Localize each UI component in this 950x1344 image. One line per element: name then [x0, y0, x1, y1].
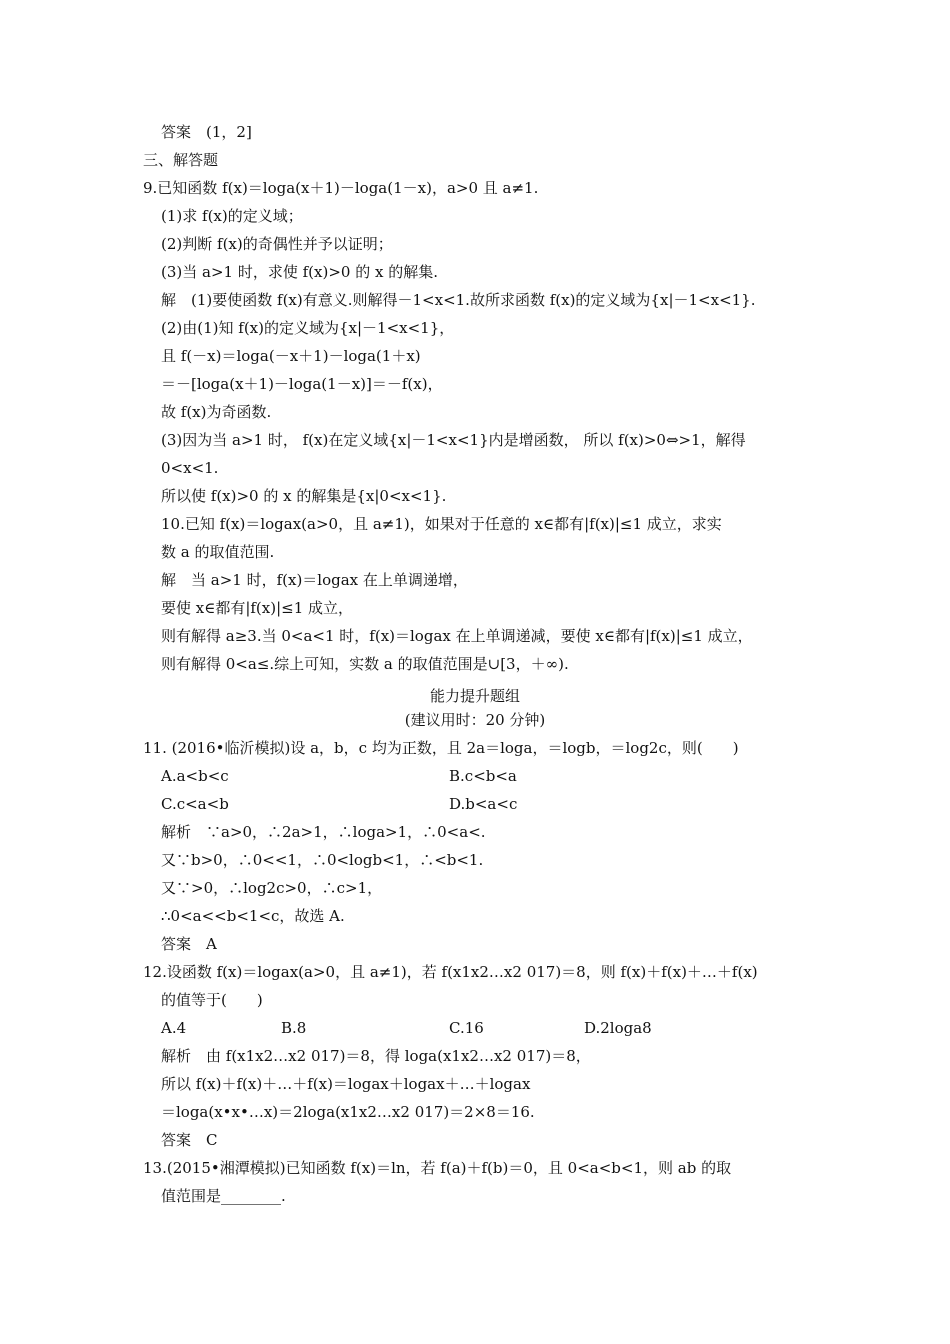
text-line: C.16 [449, 1019, 484, 1037]
text-line: 要使 x∈都有|f(x)|≤1 成立， [161, 599, 354, 617]
text-line: 0<x<1. [161, 459, 219, 477]
text-line: 解 (1)要使函数 f(x)有意义.则解得－1<x<1.故所求函数 f(x)的定义域为{x|－1<x<1}. [161, 291, 756, 309]
text-line: B.8 [281, 1019, 307, 1037]
text-line: 12.设函数 f(x)＝logax(a>0，且 a≠1)，若 f(x1x2…x2 017)＝8，则 f(x)＋f(x)＋…＋f(x) [143, 963, 758, 981]
text-line: C.c<a<b [161, 795, 229, 813]
text-line: (3)因为当 a>1 时， f(x)在定义域{x|－1<x<1}内是增函数， 所以 f(x)>0⇔>1，解得 [161, 431, 746, 449]
text-line: (3)当 a>1 时，求使 f(x)>0 的 x 的解集. [161, 263, 438, 281]
text-line: 所以使 f(x)>0 的 x 的解集是{x|0<x<1}. [161, 487, 447, 505]
text-line: ∴0<a<<b<1<c，故选 A. [161, 907, 345, 925]
text-line: 解析 由 f(x1x2…x2 017)＝8，得 loga(x1x2…x2 017)＝8， [161, 1047, 591, 1065]
text-line: 则有解得 a≥3.当 0<a<1 时，f(x)＝logax 在上单调递减，要使 x∈都有|f(x)|≤1 成立， [161, 627, 753, 645]
text-line: 答案 (1，2] [161, 123, 252, 141]
text-line: ＝loga(x•x•…x)＝2loga(x1x2…x2 017)＝2×8＝16. [161, 1103, 535, 1121]
text-line: D.2loga8 [584, 1019, 652, 1037]
text-line: 答案 A [161, 935, 217, 953]
section-subtitle: (建议用时：20 分钟) [404, 711, 546, 729]
text-line: 10.已知 f(x)＝logax(a>0，且 a≠1)，如果对于任意的 x∈都有|f(x)|≤1 成立，求实 [161, 515, 722, 533]
section-title: 能力提升题组 [429, 687, 520, 705]
text-line: 值范围是________. [161, 1187, 286, 1205]
text-line: 故 f(x)为奇函数. [161, 403, 272, 421]
text-line: (2)由(1)知 f(x)的定义域为{x|－1<x<1}， [161, 319, 455, 337]
text-line: 9.已知函数 f(x)＝loga(x＋1)－loga(1－x)，a>0 且 a≠1. [143, 179, 539, 197]
text-line: 解析 ∵a>0，∴2a>1，∴loga>1，∴0<a<. [161, 823, 486, 841]
text-line: 13.(2015•湘潭模拟)已知函数 f(x)＝ln，若 f(a)＋f(b)＝0，且 0<a<b<1，则 ab 的取 [143, 1159, 732, 1177]
text-line: 则有解得 0<a≤.综上可知，实数 a 的取值范围是∪[3，＋∞). [161, 655, 569, 673]
text-line: A.4 [161, 1019, 187, 1037]
text-line: 11. (2016•临沂模拟)设 a，b，c 均为正数，且 2a＝loga，＝logb，＝log2c，则( ) [143, 739, 739, 757]
text-line: 又∵>0，∴log2c>0，∴c>1， [161, 879, 383, 897]
text-line: 所以 f(x)＋f(x)＋…＋f(x)＝logax＋logax＋…＋logax [161, 1075, 531, 1093]
text-line: (2)判断 f(x)的奇偶性并予以证明； [161, 235, 393, 253]
text-line: A.a<b<c [161, 767, 229, 785]
text-line: 又∵b>0，∴0<<1，∴0<logb<1，∴<b<1. [161, 851, 484, 869]
text-line: 且 f(－x)＝loga(－x＋1)－loga(1＋x) [161, 347, 421, 365]
text-line: D.b<a<c [449, 795, 518, 813]
text-line: 答案 C [161, 1131, 218, 1149]
text-line: 数 a 的取值范围. [161, 543, 275, 561]
text-line: 的值等于( ) [161, 991, 263, 1009]
text-line: B.c<b<a [449, 767, 517, 785]
text-line: 解 当 a>1 时，f(x)＝logax 在上单调递增， [161, 571, 468, 589]
text-line: 三、解答题 [143, 151, 219, 169]
text-line: (1)求 f(x)的定义域； [161, 207, 303, 225]
text-line: ＝－[loga(x＋1)－loga(1－x)]＝－f(x)， [161, 375, 443, 393]
